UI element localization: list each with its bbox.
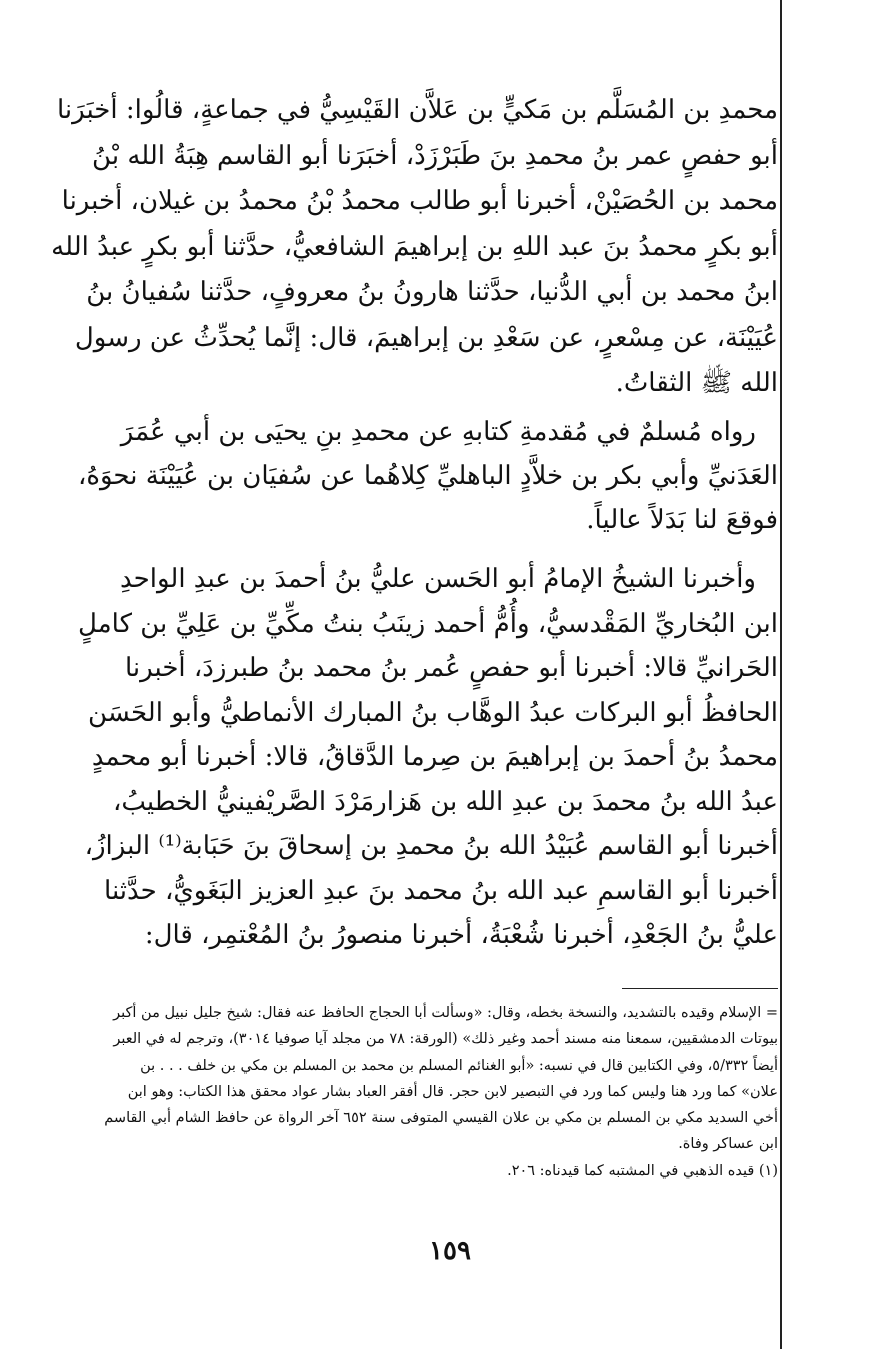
paragraph-isnad-2 [78,557,778,958]
text-line: ابنُ محمد بن أبي الدُّنيا، حدَّثنا هارونُ بنُ معروفٍ، حدَّثنا سُفيانُ بنُ [86,277,778,307]
footnote-line: = الإسلام وقيده بالتشديد، والنسخة بخطه، وقال: «وسألت أبا الحجاج الحافظ عنه فقال: شيخ جليل نبيل من أكبر [113,1005,778,1021]
text-line: أبو حفصٍ عمر بنُ محمدِ بنَ طَبَرْزَدْ، أخبَرَنا أبو القاسم هِبَةُ الله بْنُ [92,140,778,171]
footnote-line: أخي السديد مكي بن المسلم بن مكي بن علان القيسي المتوفى سنة ٦٥٢ آخر الرواة عن حافظ الشام أبي القاسم [104,1110,778,1127]
page-number: ١٥٩ [429,1236,471,1266]
footnote-line: (١) قيده الذهبي في المشتبه كما قيدناه: ٢٠٦. [507,1162,778,1179]
binding-edge-line [780,0,782,1349]
footnotes [104,1000,778,1184]
text-line: عليُّ بنُ الجَعْدِ، أخبرنا شُعْبَةُ، أخبرنا منصورُ بنُ المُعْتمِر، قال: [144,920,778,950]
text-line: فوقعَ لنا بَدَلاً عالياً. [586,505,778,535]
text-line: محمد بن الحُصَيْنْ، أخبرنا أبو طالب محمدُ بْنُ محمدُ بن غيلان، أخبرنا [61,186,778,216]
text-line: محمدُ بنُ أحمدَ بن إبراهيمَ بن صِرما الدَّقاقُ، قالا: أخبرنا أبو محمدٍ [91,742,778,772]
text-line: عُيَيْنَة، عن مِسْعرٍ، عن سَعْدِ بن إبراهيمَ، قال: إنَّما يُحدِّثُ عن رسول [74,322,778,353]
text-line: الحَرانيِّ قالا: أخبرنا أبو حفصٍ عُمر بنُ محمد بنُ طبرزدَ، أخبرنا [125,653,778,683]
text-line: أخبرنا أبو القاسم عُبَيْدُ الله بنُ محمدِ بن إسحاقَ بنَ حَبَابة⁽¹⁾ البزازُ، [84,831,778,861]
paragraph-riwaya [77,410,778,542]
footnote-line: علان» كما ورد هنا وليس كما ورد في التبصير لابن حجر. قال أفقر العباد بشار عواد محقق هذا الكتاب: وهو ابن [127,1083,778,1100]
text-line: ابن البُخاريِّ المَقْدسيُّ، وأُمُّ أحمد زينَبُ بنتُ مكِّيِّ بن عَلِيِّ بن كاملٍ [78,608,778,639]
text-line: أبو بكرٍ محمدُ بنَ عبد اللهِ بن إبراهيمَ الشافعيُّ، حدَّثنا أبو بكرٍ عبدُ الله [51,231,778,262]
text-line: أخبرنا أبو القاسمِ عبد الله بنُ محمد بنَ عبدِ العزيز البَغَويُّ، حدَّثنا [104,875,778,906]
text-line: رواه مُسلمٌ في مُقدمةِ كتابهِ عن محمدِ بنِ يحيَى بن أبي عُمَرَ [120,417,756,447]
footnote-line: ابن عساكر وفاة. [678,1136,778,1153]
footnote-line: أيضاً ٥/٣٣٢، وفي الكتابين قال في نسبه: «أبو الغنائم المسلم بن محمد بن المسلم بن مكي بن خلف . . . بن [140,1057,778,1074]
text-line: محمدِ بن المُسَلَّم بن مَكيٍّ بن عَلاَّن القَيْسِيُّ في جماعةٍ، قالُوا: أخبَرَنا [56,95,778,125]
paragraph-isnad-1 [51,88,778,407]
text-line: الله ﷺ الثقاتُ. [615,368,778,398]
text-line: وأخبرنا الشيخُ الإمامُ أبو الحَسن عليُّ بنُ أحمدَ بن عبدِ الواحدِ [120,564,756,594]
text-line: الحافظُ أبو البركات عبدُ الوهَّاب بنُ المبارك الأنماطيُّ وأبو الحَسَن [88,697,778,728]
footnote-line: بيوتات الدمشقيين، سمعنا منه مسند أحمد وغير ذلك» (الورقة: ٧٨ من مجلد آيا صوفيا ٣٠١٤)، وترجم له في العبر [113,1031,778,1048]
text-line: العَدَنيِّ وأبي بكر بن خلاَّدٍ الباهليِّ كِلاهُما عن سُفيَان بن عُيَيْنَة نحوَهُ، [77,461,778,491]
footnote-separator [622,988,778,989]
text-line: عبدُ الله بنُ محمدَ بن عبدِ الله بن هَزارمَرْدَ الصَّريْفينيُّ الخطيبُ، [112,786,778,817]
